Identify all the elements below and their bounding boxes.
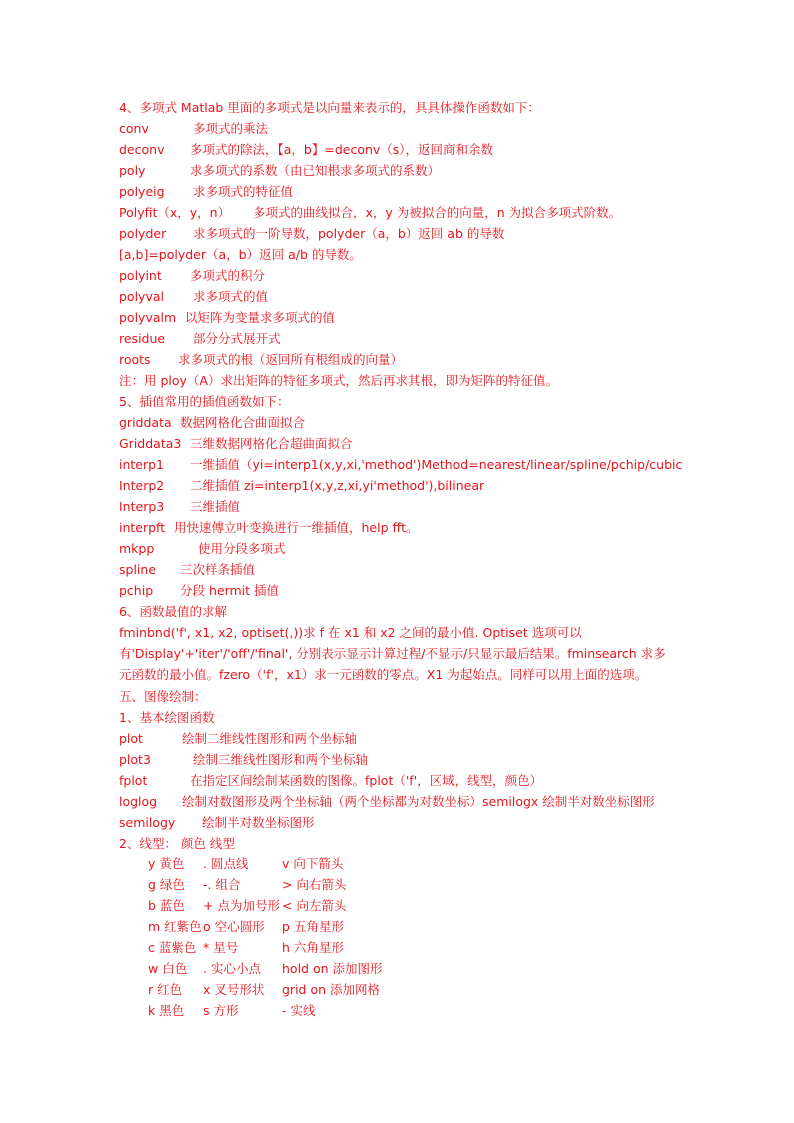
text-line xyxy=(119,791,655,812)
text-line xyxy=(119,580,280,601)
function-name: loglog xyxy=(119,794,158,809)
function-description: 绘制对数图形及两个坐标轴（两个坐标都为对数坐标）semilogx 绘制半对数坐标图形 xyxy=(182,794,655,809)
text-line xyxy=(119,202,622,223)
linetype-cell: * 星号 xyxy=(203,940,239,955)
linetype-cell: o 空心圆形 xyxy=(203,919,265,934)
text-line: 1、基本绘图函数 xyxy=(119,710,215,725)
function-description: 求多项式的值 xyxy=(193,289,269,304)
function-description: 三维插值 xyxy=(190,499,241,514)
function-name: conv xyxy=(119,121,149,136)
function-name: interpft xyxy=(119,520,166,535)
function-name: mkpp xyxy=(119,541,155,556)
text-line xyxy=(119,770,543,791)
text-line xyxy=(119,181,294,202)
function-description: 数据网格化合曲面拟合 xyxy=(180,415,306,430)
function-description: 求多项式的系数（由已知根求多项式的系数） xyxy=(190,163,441,178)
function-description: 绘制三维线性图形和两个坐标轴 xyxy=(193,752,369,767)
text-line xyxy=(119,139,494,160)
text-line xyxy=(119,496,241,517)
function-description: 用快速傅立叶变换进行一维插值，help fft。 xyxy=(174,520,419,535)
function-name: Griddata3 xyxy=(119,436,182,451)
function-name: semilogy xyxy=(119,815,176,830)
function-name: Polyfit（x，y，n） xyxy=(119,205,231,220)
function-name: plot3 xyxy=(119,752,151,767)
function-description: 以矩阵为变量求多项式的值 xyxy=(185,310,336,325)
function-name: Interp2 xyxy=(119,478,165,493)
function-description: 三次样条插值 xyxy=(180,562,256,577)
text-line xyxy=(119,160,441,181)
text-line xyxy=(119,286,269,307)
linetype-cell: r 红色 xyxy=(148,982,183,997)
linetype-cell: hold on 添加图形 xyxy=(282,961,383,976)
function-name: pchip xyxy=(119,583,154,598)
linetype-cell: m 红紫色 xyxy=(148,919,202,934)
text-line xyxy=(119,328,281,349)
text-line xyxy=(119,349,404,370)
function-description: 求多项式的根（返回所有根组成的向量） xyxy=(178,352,404,367)
function-description: 绘制半对数坐标图形 xyxy=(202,815,315,830)
linetype-cell: > 向右箭头 xyxy=(282,877,347,892)
function-description: 部分分式展开式 xyxy=(193,331,281,346)
linetype-cell: . 实心小点 xyxy=(203,961,261,976)
text-line: [a,b]=polyder（a，b）返回 a/b 的导数。 xyxy=(119,247,362,262)
text-line xyxy=(119,812,315,833)
function-description: 绘制二维线性图形和两个坐标轴 xyxy=(182,731,358,746)
linetype-cell: -. 组合 xyxy=(203,877,241,892)
linetype-cell: s 方形 xyxy=(203,1003,239,1018)
text-line xyxy=(119,433,353,454)
text-line: 4、多项式 Matlab 里面的多项式是以向量来表示的，具具体操作函数如下： xyxy=(119,100,540,115)
text-line: 五、图像绘制： xyxy=(119,689,207,704)
function-name: poly xyxy=(119,163,146,178)
linetype-cell: c 蓝紫色 xyxy=(148,940,197,955)
linetype-cell: b 蓝色 xyxy=(148,898,185,913)
text-line: 6、函数最值的求解 xyxy=(119,604,227,619)
function-name: griddata xyxy=(119,415,172,430)
linetype-cell: x 叉号形状 xyxy=(203,982,265,997)
linetype-cell: g 绿色 xyxy=(148,877,185,892)
text-line: fminbnd('f', x1, x2, optiset(,))求 f 在 x1 和 x2 之间的最小值. Optiset 选项可以有'Display'+'iter'/'off'/'final', 分别表示显示计算过程/不显示/只显示最后结果。fminsearch 求多元函数的最小值。fzero（'f'，x1）求一元函数的零点。X1 为起始点。同样可以用上面的选项。 xyxy=(119,625,666,682)
text-line xyxy=(119,454,683,475)
function-name: Interp3 xyxy=(119,499,165,514)
text-line xyxy=(119,749,369,770)
text-line xyxy=(119,412,306,433)
linetype-cell: . 圆点线 xyxy=(203,856,249,871)
linetype-cell: + 点为加号形 xyxy=(203,898,280,913)
text-line xyxy=(119,307,336,328)
function-name: fplot xyxy=(119,773,148,788)
function-name: residue xyxy=(119,331,166,346)
text-line xyxy=(119,118,269,139)
text-line xyxy=(119,517,419,538)
text-line xyxy=(119,538,286,559)
linetype-cell: - 实线 xyxy=(282,1003,316,1018)
text-line: 2、线型： 颜色 线型 xyxy=(119,836,235,851)
function-description: 一维插值（yi=interp1(x,y,xi,'method')Method=nearest/linear/spline/pchip/cubic xyxy=(190,457,683,472)
linetype-cell: < 向左箭头 xyxy=(282,898,347,913)
function-name: polyval xyxy=(119,289,164,304)
function-description: 求多项式的一阶导数，polyder（a，b）返回 ab 的导数 xyxy=(193,226,505,241)
function-name: polyeig xyxy=(119,184,165,199)
linetype-cell: w 白色 xyxy=(148,961,188,976)
text-line: 5、插值常用的插值函数如下： xyxy=(119,394,290,409)
function-description: 多项式的曲线拟合，x，y 为被拟合的向量，n 为拟合多项式阶数。 xyxy=(253,205,622,220)
function-name: spline xyxy=(119,562,157,577)
text-line xyxy=(119,728,358,749)
linetype-cell: v 向下箭头 xyxy=(282,856,344,871)
function-name: polyvalm xyxy=(119,310,177,325)
linetype-cell: p 五角星形 xyxy=(282,919,344,934)
linetype-cell: y 黄色 xyxy=(148,856,185,871)
linetype-cell: k 黑色 xyxy=(148,1003,185,1018)
function-description: 在指定区间绘制某函数的图像。fplot（'f'，区域，线型，颜色） xyxy=(190,773,543,788)
linetype-cell: h 六角星形 xyxy=(282,940,344,955)
function-description: 求多项式的特征值 xyxy=(193,184,294,199)
function-name: polyder xyxy=(119,226,167,241)
function-description: 分段 hermit 插值 xyxy=(180,583,280,598)
text-line xyxy=(119,559,256,580)
function-name: polyint xyxy=(119,268,162,283)
text-line: 注：用 ploy（A）求出矩阵的特征多项式，然后再求其根，即为矩阵的特征值。 xyxy=(119,373,558,388)
text-line xyxy=(119,265,266,286)
function-description: 多项式的积分 xyxy=(190,268,266,283)
function-description: 多项式的乘法 xyxy=(193,121,269,136)
text-line xyxy=(119,475,485,496)
function-description: 二维插值 zi=interp1(x,y,z,xi,yi'method'),bilinear xyxy=(190,478,485,493)
function-name: roots xyxy=(119,352,151,367)
function-description: 多项式的除法，【a，b】=deconv（s），返回商和余数 xyxy=(190,142,494,157)
function-description: 三维数据网格化合超曲面拟合 xyxy=(190,436,353,451)
function-name: deconv xyxy=(119,142,165,157)
text-line xyxy=(119,223,505,244)
function-name: plot xyxy=(119,731,143,746)
function-description: 使用分段多项式 xyxy=(198,541,286,556)
function-name: interp1 xyxy=(119,457,165,472)
linetype-cell: grid on 添加网格 xyxy=(282,982,380,997)
